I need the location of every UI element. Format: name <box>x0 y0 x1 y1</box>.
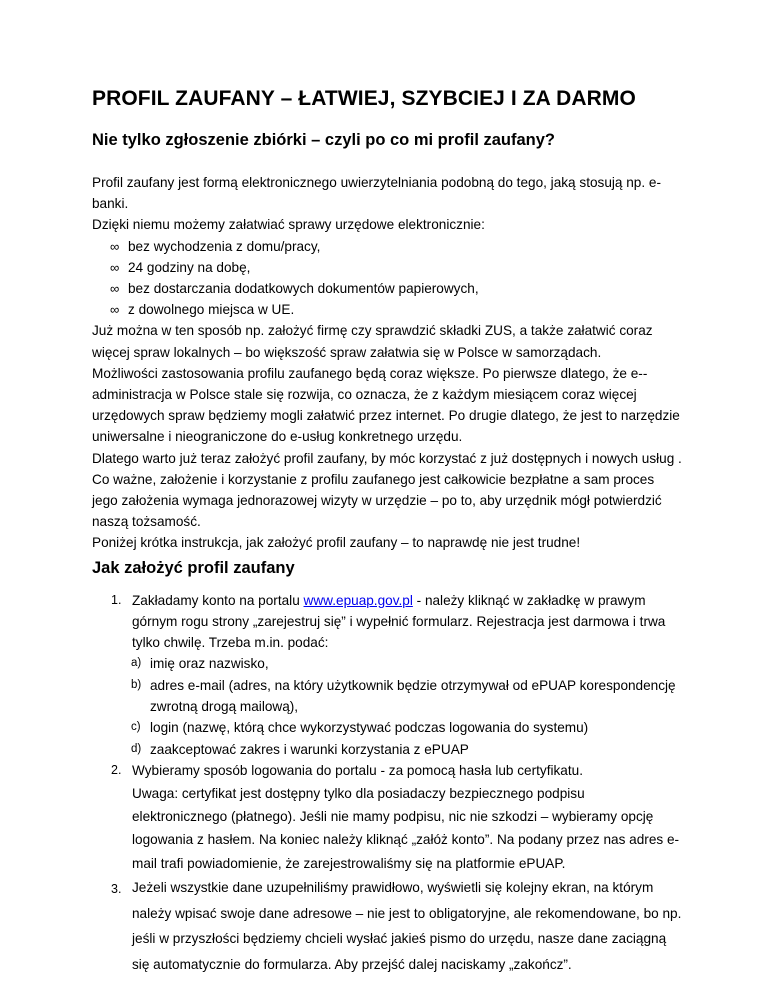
document-body <box>92 84 682 978</box>
list-item <box>132 739 682 760</box>
list-item <box>132 717 682 738</box>
step-number: 2. <box>111 763 122 778</box>
list-item-text: bez wychodzenia z domu/pracy, <box>128 238 321 254</box>
item-letter: d) <box>131 742 142 755</box>
document-title: PROFIL ZAUFANY – ŁATWIEJ, SZYBCIEJ I ZA DARMO <box>92 87 636 110</box>
intro-paragraph-5: Dlatego warto już teraz założyć profil zaufany, by móc korzystać z już dostępnych i nowych usług . <box>92 450 682 466</box>
intro-paragraph-1: Profil zaufany jest formą elektronicznego uwierzytelniania podobną do tego, jaką stosują np. e-banki. <box>92 175 662 212</box>
list-item-text: zaakceptować zakres i warunki korzystania z ePUAP <box>150 741 469 757</box>
list-item-text: login (nazwę, którą chce wykorzystywać podczas logowania do systemu) <box>150 720 589 736</box>
step-1-text-after: - należy kliknąć w zakładkę w prawym górnym rogu strony „zarejestruj się” i wypełnić formularz. Rejestracja jest darmowa i trwa tylko chwilę. Trzeba m.in. podać: <box>132 592 666 651</box>
intro-paragraph-7: Poniżej krótka instrukcja, jak założyć profil zaufany – to naprawdę nie jest trudne! <box>92 535 581 551</box>
list-item-text: z dowolnego miejsca w UE. <box>128 302 295 318</box>
item-letter: a) <box>131 657 142 670</box>
step-3 <box>92 875 682 977</box>
list-item <box>110 278 682 299</box>
intro-paragraph-3: Już można w ten sposób np. założyć firmę czy sprawdzić składki ZUS, a także załatwić coraz więcej spraw lokalnych – bo większość spraw załatwia się w Polsce w samorządach. <box>92 323 653 360</box>
list-item <box>132 675 682 718</box>
item-letter: b) <box>131 678 142 691</box>
infinity-bullet-icon: ∞ <box>110 302 120 318</box>
list-item <box>132 653 682 674</box>
step-number: 3. <box>111 882 122 897</box>
intro-section <box>92 172 682 554</box>
list-item-text: adres e-mail (adres, na który użytkownik będzie otrzymywał od ePUAP korespondencję zwrotną drogą mailową), <box>150 677 676 715</box>
step-3-text: Jeżeli wszystkie dane uzupełniliśmy prawidłowo, wyświetli się kolejny ekran, na którym należy wpisać swoje dane adresowe – nie jest to obligatoryjne, ale rekomendowane, bo np. jeśli w przyszłości będziemy chcieli wysłać jakieś pismo do urzędu, nasze dane zaciągną się automatycznie do formularza. Aby przejść dalej naciskamy „zakończ”. <box>132 880 682 972</box>
list-item-text: bez dostarczania dodatkowych dokumentów papierowych, <box>128 281 479 297</box>
step-1 <box>92 590 682 761</box>
list-item <box>110 236 682 257</box>
required-data-list <box>132 653 682 760</box>
list-item <box>110 257 682 278</box>
infinity-bullet-icon: ∞ <box>110 281 120 297</box>
list-item-text: 24 godziny na dobę, <box>128 259 251 275</box>
intro-paragraph-6: Co ważne, założenie i korzystanie z profilu zaufanego jest całkowicie bezpłatne a sam proces jego założenia wymaga jednorazowej wizyty w urzędzie – po to, aby urzędnik mógł potwierdzić naszą tożsamość. <box>92 471 662 530</box>
epuap-link[interactable]: www.epuap.gov.pl <box>303 592 413 608</box>
step-2-first-line: Wybieramy sposób logowania do portalu - za pomocą hasła lub certyfikatu. <box>132 763 583 779</box>
intro-paragraph-4: Możliwości zastosowania profilu zaufanego będą coraz większe. Po pierwsze dlatego, że e--administracja w Polsce stale się rozwija, co oznacza, że z każdym miesiącem coraz więcej urzędowych spraw będziemy mogli załatwić przez internet. Po drugie dlatego, że jest to narzędzie uniwersalne i nieograniczone do e-usług konkretnego urzędu. <box>92 365 680 445</box>
step-2 <box>92 760 682 875</box>
intro-paragraph-2: Dzięki niemu możemy załatwiać sprawy urzędowe elektronicznie: <box>92 217 485 233</box>
steps-list <box>92 590 682 978</box>
list-item-text: imię oraz nazwisko, <box>150 656 269 672</box>
howto-heading: Jak założyć profil zaufany <box>92 558 295 577</box>
list-item <box>110 299 682 320</box>
item-letter: c) <box>131 721 141 734</box>
step-1-text-before: Zakładamy konto na portalu <box>132 592 304 608</box>
infinity-bullet-icon: ∞ <box>110 259 120 275</box>
benefits-list <box>92 236 682 321</box>
section-subtitle: Nie tylko zgłoszenie zbiórki – czyli po co mi profil zaufany? <box>92 131 556 149</box>
infinity-bullet-icon: ∞ <box>110 238 120 254</box>
step-2-note: Uwaga: certyfikat jest dostępny tylko dla posiadaczy bezpiecznego podpisu elektronicznego (płatnego). Jeśli nie mamy podpisu, nic nie szkodzi – wybieramy opcję logowania z hasłem. Na koniec należy kliknąć „załóż konto”. Na podany przez nas adres e-mail trafi powiadomienie, że zarejestrowaliśmy się na platformie ePUAP. <box>132 785 680 871</box>
step-number: 1. <box>111 592 122 607</box>
